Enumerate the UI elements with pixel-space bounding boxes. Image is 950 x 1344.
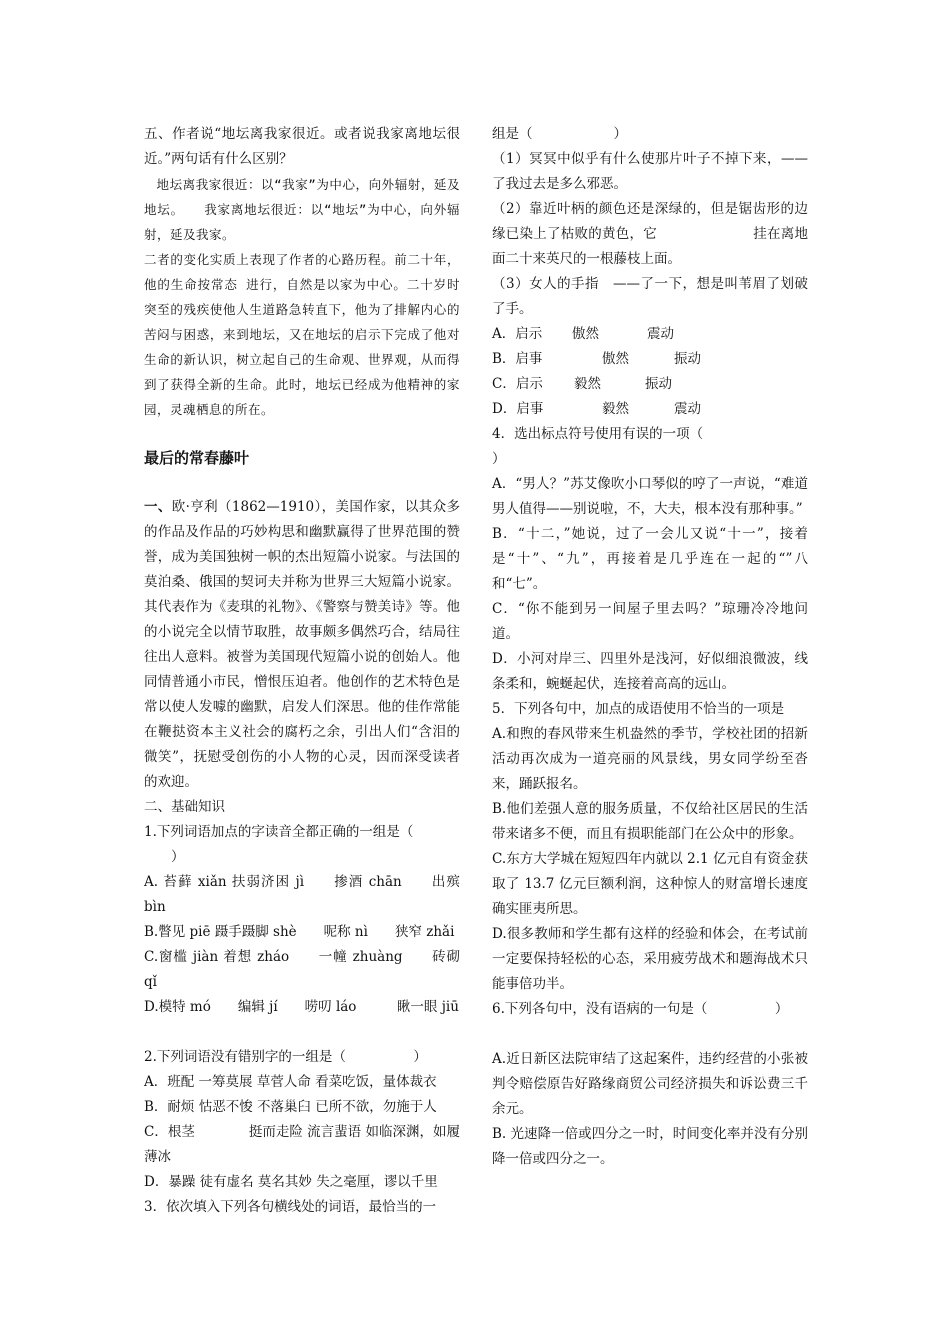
- spacer: [492, 1022, 808, 1047]
- q1-option-a: A. 苔藓 xiǎn 扶弱济困 jì 掺酒 chān 出殡 bìn: [144, 874, 460, 915]
- q3-option-a: [492, 322, 808, 347]
- q5-stem: 5．下列各句中，加点的成语使用不恰当的一项是: [492, 701, 785, 717]
- q4-stem-paren: ）: [492, 451, 506, 467]
- section-title: 最后的常春藤叶: [144, 449, 250, 467]
- basics-heading: 二、基础知识: [144, 799, 225, 815]
- q3-option-b-word2: 傲然: [602, 351, 629, 367]
- q3-option-c-word3: 振动: [645, 376, 672, 392]
- q5-option-d: D.很多教师和学生都有这样的经验和体会，在考试前一定要保持轻松的心态，采用疲劳战术和题海战术只能事倍功半。: [492, 926, 808, 992]
- q6-stem: 6.下列各句中，没有语病的一句是（ ）: [492, 1001, 789, 1017]
- q5-answer-explanation: 二者的变化实质上表现了作者的心路历程。前二十年，他的生命按常态 进行，自然是以家为中心。二十岁时突至的残疾使他人生道路急转直下，他为了排解内心的苦闷与困惑，来到地坛，又在地坛的启示下完成了他对生命的新认识，树立起自己的生命观、世界观，从而得到了获得全新的生命。此时，地坛已经成为他精神的家园，灵魂栖息的所在。: [144, 252, 460, 417]
- q5-option-a: A.和煦的春风带来生机盎然的季节，学校社团的招新活动再次成为一道亮丽的风景线，男女同学纷至沓来，踊跃报名。: [492, 726, 808, 792]
- q3-stem: 3．依次填入下列各句横线处的词语，最恰当的一: [144, 1199, 437, 1215]
- q1-option-c: C.窗槛 jiàn 着想 zháo 一幢 zhuàng 砖砌 qǐ: [144, 949, 460, 990]
- q2-option-c: C．根茎 挺而走险 流言蜚语 如临深渊，如履薄冰: [144, 1124, 460, 1165]
- q4-option-c: C．“你不能到另一间屋子里去吗？”琼珊冷冷地问道。: [492, 601, 808, 642]
- q3-option-d-word3: 震动: [674, 401, 701, 417]
- q3-sentence-3: （3）女人的手指 ——了一下，想是叫苇眉了划破了手。: [492, 276, 808, 317]
- q5-answer-contrast: 地坛离我家很近：以“我家”为中心，向外辐射，延及地坛。 我家离地坛很近：以“地坛”为中心，向外辐射，延及我家。: [144, 177, 460, 242]
- q3-option-b-word1: B．启事: [492, 351, 543, 367]
- q3-option-a-word3: 震动: [647, 326, 674, 342]
- q5-option-b: B.他们差强人意的服务质量，不仅给社区居民的生活带来诸多不便，而且有损职能部门在公众中的形象。: [492, 801, 808, 842]
- q2-stem: 2.下列词语没有错别字的一组是（ ）: [144, 1049, 427, 1065]
- q4-option-d: D．小河对岸三、四里外是浅河，好似细浪微波，线条柔和，蜿蜒起伏，连接着高高的远山。: [492, 651, 808, 692]
- q3-option-a-word1: A．启示: [492, 326, 543, 342]
- q1-option-b: B.瞥见 piē 蹑手蹑脚 shè 呢称 nì 狭窄 zhǎi: [144, 924, 455, 940]
- q1-option-d: D.模特 mó 编辑 jí 唠叨 láo 瞅一眼 jiū: [144, 999, 459, 1015]
- q3-option-c: [492, 372, 808, 397]
- q3-stem-cont: 组是（ ）: [492, 126, 627, 142]
- q5-question: 五、作者说“地坛离我家很近。或者说我家离地坛很近。”两句话有什么区别？: [144, 126, 460, 167]
- right-column: [492, 122, 822, 1172]
- q3-option-b-word3: 振动: [674, 351, 701, 367]
- q4-option-b: B．“十二，”她说，过了一会儿又说“十一”，接着是“十”、“九”，再接着是几乎连在一起的“”八和“七”。: [492, 526, 808, 592]
- q3-option-c-word2: 毅然: [574, 376, 601, 392]
- q1-stem-paren: ）: [144, 849, 185, 865]
- q6-option-b: B. 光速降一倍或四分之一时，时间变化率并没有分别降一倍或四分之一。: [492, 1126, 808, 1167]
- q5-option-c: C.东方大学城在短短四年内就以 2.1 亿元自有资金获取了 13.7 亿元巨额利润，这种惊人的财富增长速度确实匪夷所思。: [492, 851, 808, 917]
- q3-sentence-1: （1）冥冥中似乎有什么使那片叶子不掉下来，—— 了我过去是多么邪恶。: [492, 151, 822, 192]
- spacer: [144, 1020, 460, 1045]
- q3-option-a-word2: 傲然: [572, 326, 599, 342]
- q3-option-d: [492, 397, 808, 422]
- author-intro-text: 欧·亨利（1862—1910），美国作家，以其众多的作品及作品的巧妙构思和幽默赢得了世界范围的赞誉，成为美国独树一帜的杰出短篇小说家。与法国的莫泊桑、俄国的契诃夫并称为世界三大短篇小说家。其代表作为《麦琪的礼物》、《警察与赞美诗》等。他的小说完全以情节取胜，故事颇多偶然巧合，结局往往出人意料。被誉为美国现代短篇小说的创始人。他同情普通小市民，憎恨压迫者。他创作的艺术特色是常以使人发噱的幽默，启发人们深思。他的佳作常能在鞭挞资本主义社会的腐朽之余，引出人们“含泪的微笑”，抚慰受创伤的小人物的心灵，因而深受读者的欢迎。: [144, 499, 460, 790]
- q4-option-a: A．“男人？”苏艾像吹小口琴似的哼了一声说，“难道男人值得——别说啦，不，大夫，根本没有那种事。”: [492, 476, 808, 517]
- author-intro-paragraph: [144, 495, 460, 795]
- q6-option-a: A.近日新区法院审结了这起案件，违约经营的小张被判令赔偿原告好路缘商贸公司经济损失和诉讼费三千余元。: [492, 1051, 808, 1117]
- q3-option-b: [492, 347, 808, 372]
- q2-option-b: B．耐烦 怙恶不悛 不落巢臼 已所不欲，勿施于人: [144, 1099, 437, 1115]
- q2-option-d: D．暴躁 徒有虚名 莫名其妙 失之毫厘，谬以千里: [144, 1174, 438, 1190]
- q3-option-c-word1: C．启示: [492, 376, 543, 392]
- q1-stem: 1.下列词语加点的字读音全都正确的一组是（: [144, 824, 414, 840]
- author-intro-lead: 一、: [144, 499, 172, 515]
- q3-option-d-word2: 毅然: [602, 401, 629, 417]
- q3-sentence-2: （2）靠近叶柄的颜色还是深绿的，但是锯齿形的边缘已染上了枯败的黄色，它 挂在离地面二十来英尺的一根藤枝上面。: [492, 201, 808, 267]
- q4-stem: 4．选出标点符号使用有误的一项（: [492, 426, 704, 442]
- left-column: [144, 122, 460, 1220]
- q3-option-d-word1: D．启事: [492, 401, 544, 417]
- q2-option-a: A．班配 一筹莫展 草菅人命 看菜吃饭，量体裁衣: [144, 1074, 437, 1090]
